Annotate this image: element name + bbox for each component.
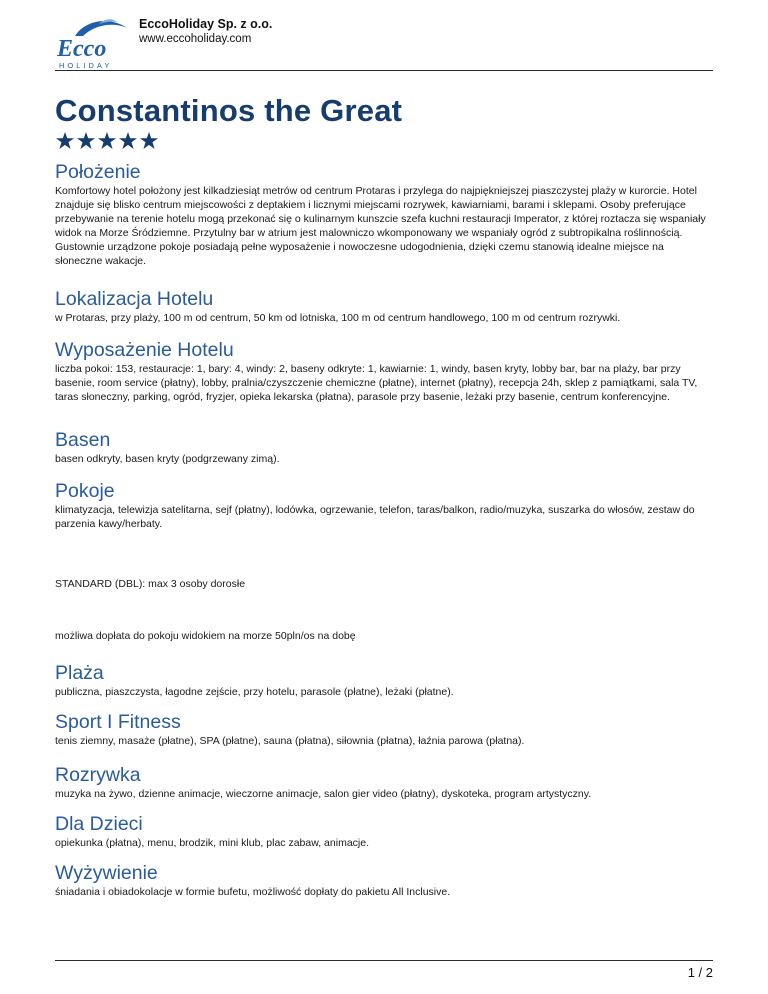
star-icon: [118, 131, 138, 151]
star-icon: [55, 131, 75, 151]
section-text: liczba pokoi: 153, restauracje: 1, bary: 4, windy: 2, baseny odkryte: 1, kawiarnie: 1, windy, basen kryty, lobby bar, bar na plaży, bar przy basenie, room service (płatny), lobby, pralnia/czyszczenie chemiczne (płatne), internet (płatny), recepcja 24h, sklep z pamiątkami, sala TV, taras słoneczny, parking, ogród, fryzjer, opieka lekarska (płatna), parasole przy basenie, leżaki przy basenie, centrum konferencyjne.: [55, 363, 698, 403]
section-text: publiczna, piaszczysta, łagodne zejście, przy hotelu, parasole (płatne), leżaki (płatne).: [55, 686, 454, 698]
star-icon: [139, 131, 159, 151]
section-pool: [55, 428, 713, 466]
svg-text:Ecco: Ecco: [57, 36, 107, 62]
section-title: Pokoje: [55, 480, 115, 502]
section-sport: [55, 710, 713, 748]
section-title: Wyżywienie: [55, 862, 158, 884]
section-kids: [55, 812, 713, 850]
star-rating: [55, 131, 713, 153]
section-rooms: [55, 479, 713, 643]
hotel-name: Constantinos the Great: [55, 93, 403, 128]
section-text: śniadania i obiadokolacje w formie bufetu, możliwość dopłaty do pakietu All Inclusive.: [55, 886, 451, 898]
svg-text:HOLIDAY: HOLIDAY: [59, 61, 113, 70]
ecco-holiday-logo: [55, 14, 129, 70]
section-location: [55, 160, 713, 268]
section-text: Komfortowy hotel położony jest kilkadziesiąt metrów od centrum Protaras i przylega do najpiękniejszej piaszczystej plaży w kurorcie. Hotel znajduje się blisko centrum miejscowości z deptakiem i licznymi miejscami rozrywek, kawiarniami, barami i sklepami. Osoby preferujące przebywanie na terenie hotelu mogą przekonać się o kulinarnym kunszcie szefa kuchni restauracji Imperator, z której roztacza się wspaniały widok na Morze Śródziemne. Przytulny bar w atrium jest malowniczo wkomponowany we wspaniały ogród z subtropikalna roślinnością. Gustownie urządzone pokoje posiadają pełne wyposażenie i nowoczesne udogodnienia, dzięki czemu stanowią idealne miejsce na słoneczne wakacje.: [55, 185, 706, 267]
section-equipment: [55, 338, 713, 404]
section-text: opiekunka (płatna), menu, brodzik, mini klub, plac zabaw, animacje.: [55, 837, 369, 849]
section-text: muzyka na żywo, dzienne animacje, wieczorne animacje, salon gier video (płatny), dyskoteka, program artystyczny.: [55, 788, 592, 800]
section-title: Wyposażenie Hotelu: [55, 339, 234, 361]
section-title: Rozrywka: [55, 764, 141, 786]
section-title: Plaża: [55, 662, 104, 684]
star-icon: [76, 131, 96, 151]
document-header: [55, 0, 713, 71]
room-surcharge: możliwa dopłata do pokoju widokiem na morze 50pln/os na dobę: [55, 630, 356, 642]
section-board: [55, 861, 713, 899]
company-website: www.eccoholiday.com: [139, 33, 252, 45]
section-hotel-location: [55, 287, 713, 325]
room-type-standard: STANDARD (DBL): max 3 osoby dorosłe: [55, 578, 246, 590]
page-number: 1 / 2: [687, 965, 713, 980]
section-text: w Protaras, przy plaży, 100 m od centrum, 50 km od lotniska, 100 m od centrum handlowego, 100 m od centrum rozrywki.: [55, 312, 621, 324]
section-beach: [55, 661, 713, 699]
section-text: tenis ziemny, masaże (płatne), SPA (płatne), sauna (płatna), siłownia (płatna), łaźnia parowa (płatna).: [55, 735, 525, 747]
section-title: Sport I Fitness: [55, 711, 181, 733]
section-title: Lokalizacja Hotelu: [55, 288, 214, 310]
section-entertainment: [55, 763, 713, 801]
footer-divider: [55, 960, 713, 961]
section-title: Położenie: [55, 161, 141, 183]
company-name: EccoHoliday Sp. z o.o.: [139, 17, 273, 31]
section-text: basen odkryty, basen kryty (podgrzewany zimą).: [55, 453, 280, 465]
document-page: [55, 0, 713, 994]
section-text: klimatyzacja, telewizja satelitarna, sejf (płatny), lodówka, ogrzewanie, telefon, taras/balkon, radio/muzyka, suszarka do włosów, zestaw do parzenia kawy/herbaty.: [55, 504, 695, 530]
star-icon: [97, 131, 117, 151]
section-title: Dla Dzieci: [55, 813, 143, 835]
section-title: Basen: [55, 429, 111, 451]
